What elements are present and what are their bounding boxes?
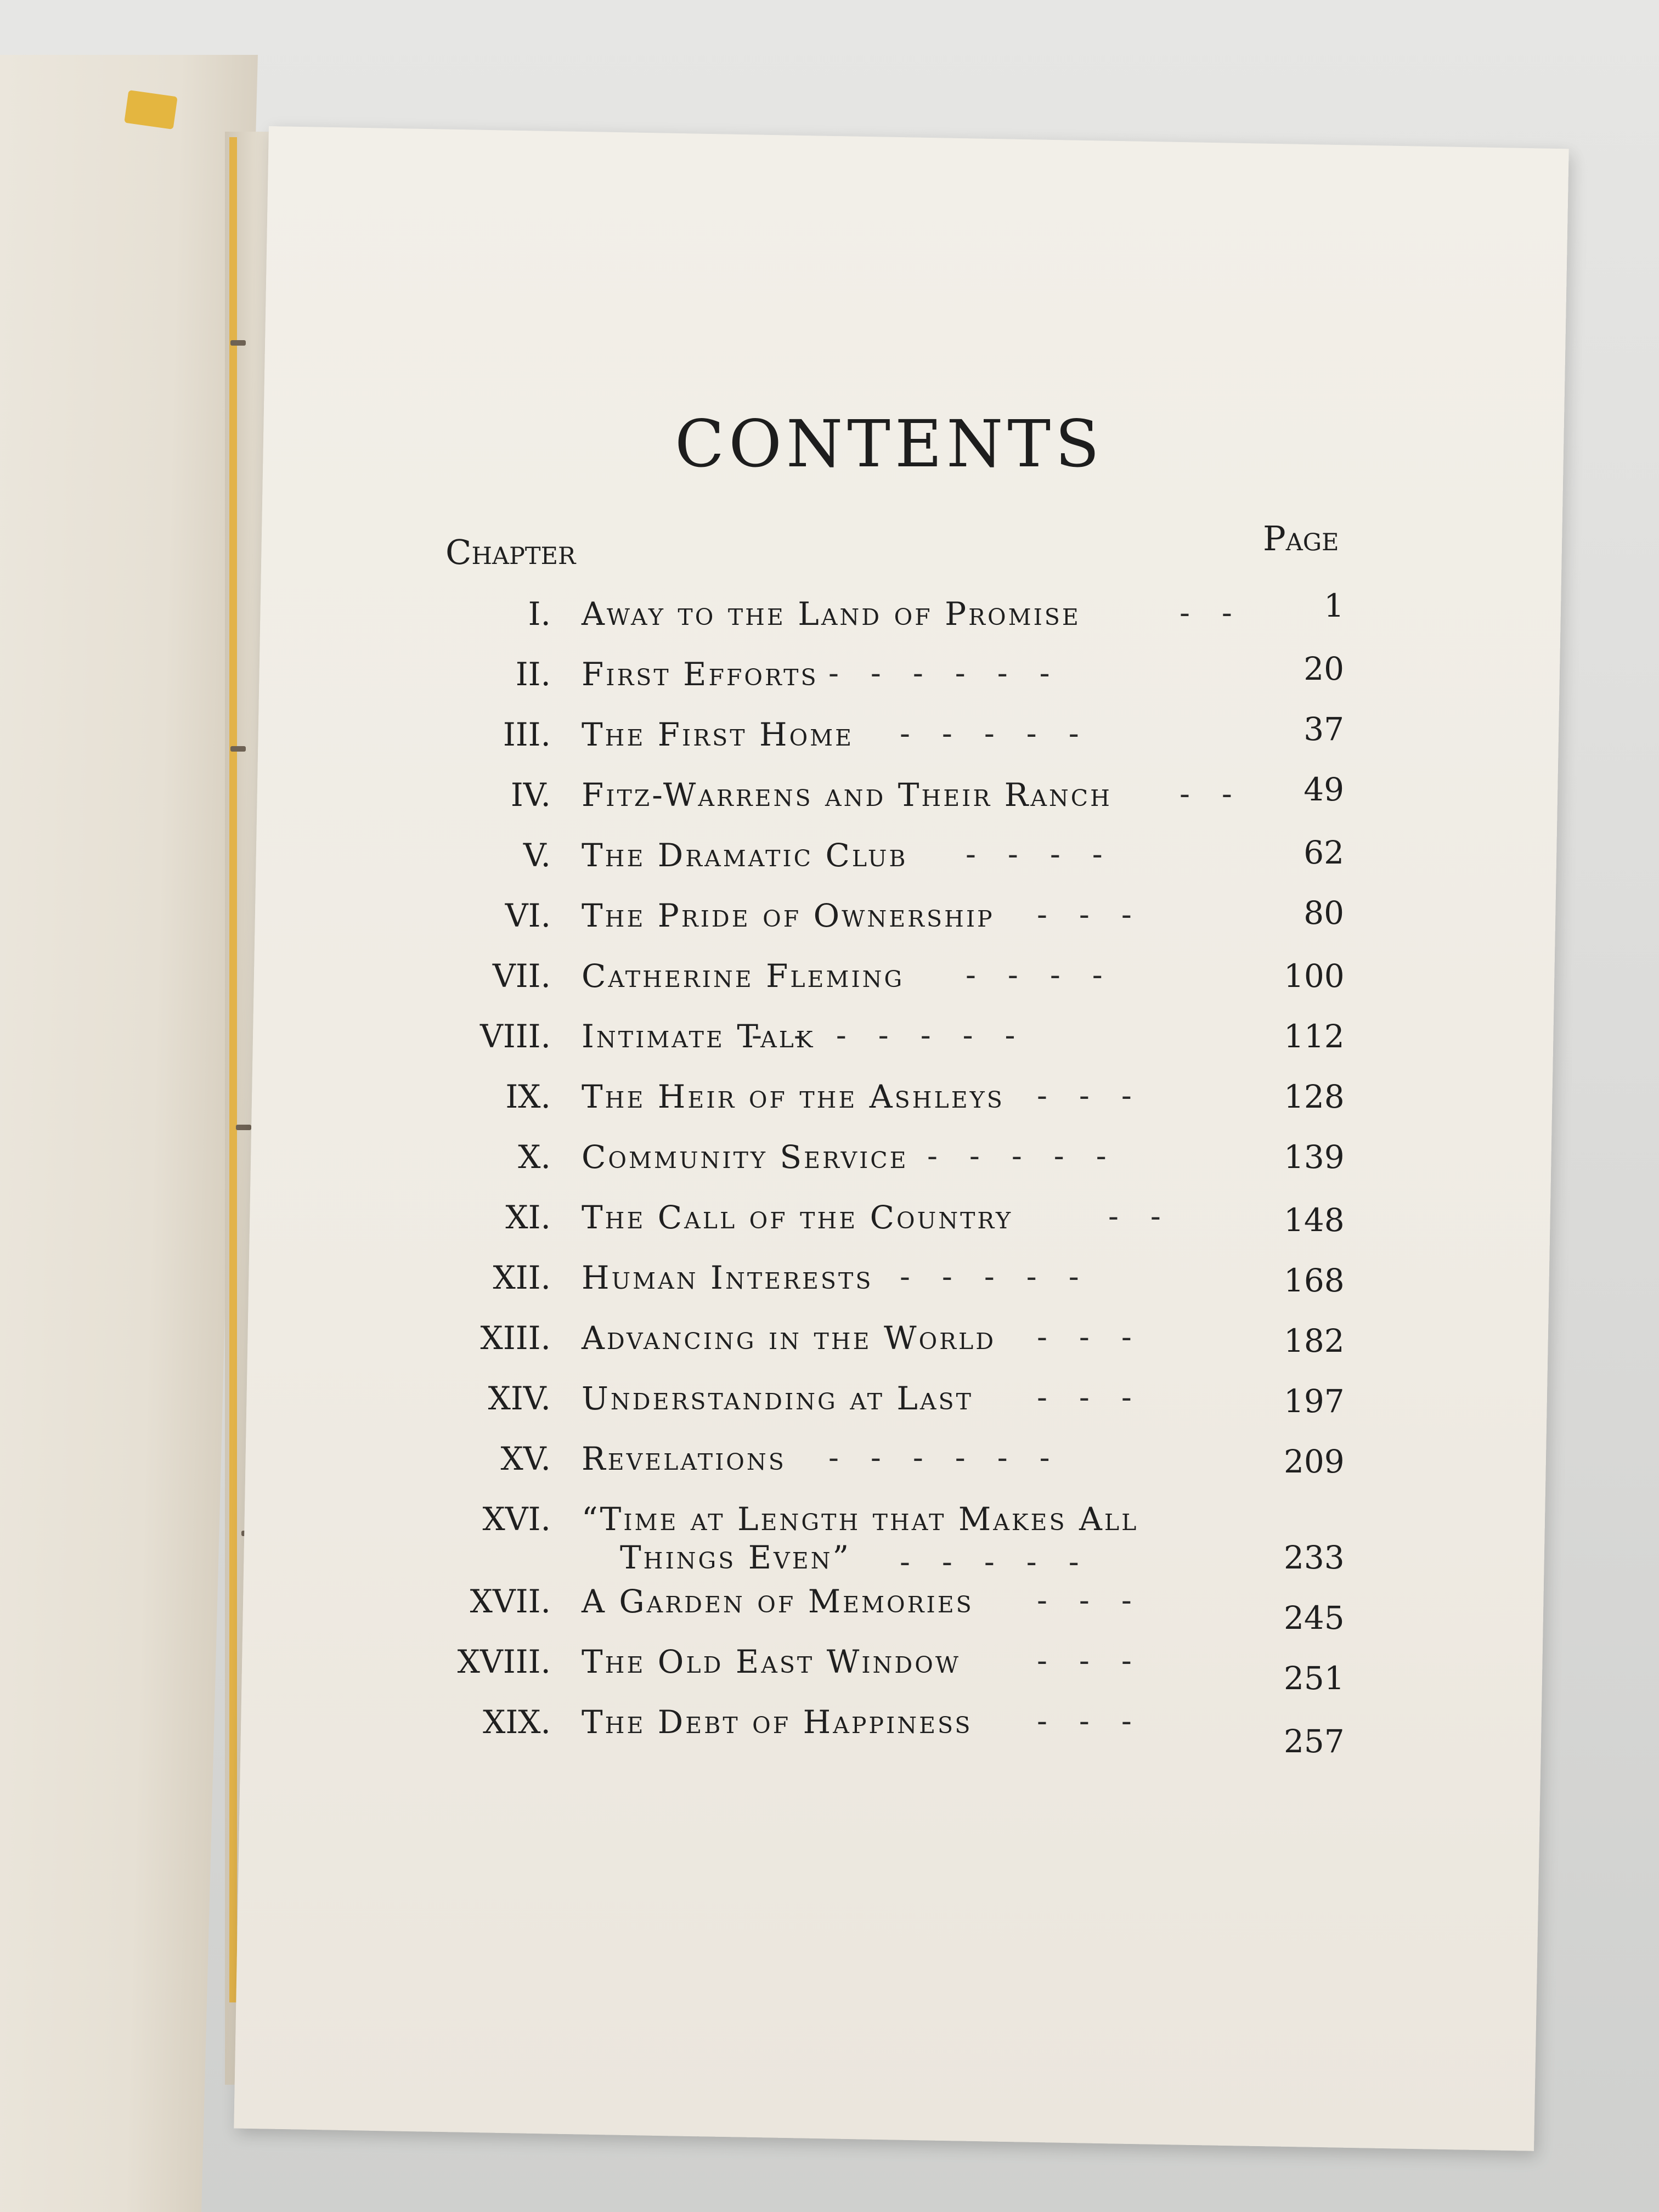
- chapter-number: VII.: [492, 957, 551, 995]
- chapter-number: XV.: [500, 1440, 551, 1477]
- page-number: 148: [1284, 1201, 1345, 1239]
- page-number: 257: [1284, 1723, 1345, 1760]
- chapter-number: V.: [523, 837, 551, 874]
- page-number: 251: [1284, 1660, 1345, 1697]
- chapter-title: Away to the Land of Promise: [582, 595, 1081, 633]
- dot-leader: ----: [966, 837, 1135, 872]
- chapter-title: The Dramatic Club: [582, 837, 908, 874]
- chapter-title: “Time at Length that Makes All: [582, 1500, 1139, 1538]
- page-number: 80: [1304, 894, 1344, 932]
- page-number: 128: [1284, 1078, 1345, 1115]
- binding-stitch: [230, 340, 246, 346]
- cover-corner: [124, 90, 177, 129]
- page-title: CONTENTS: [675, 406, 1104, 482]
- chapter-title: Advancing in the World: [582, 1319, 996, 1357]
- chapter-number: XVI.: [482, 1500, 551, 1538]
- dot-leader: ---: [1037, 897, 1164, 933]
- page-number: 37: [1304, 710, 1344, 748]
- dot-leader: ------: [828, 1440, 1082, 1476]
- chapter-title: Intimate Talk: [582, 1018, 815, 1055]
- page-number: 49: [1304, 771, 1344, 808]
- page-column-label: Page: [1263, 518, 1339, 558]
- chapter-title: Catherine Fleming: [582, 957, 905, 995]
- dot-leader: --: [1180, 595, 1264, 631]
- chapter-number: VIII.: [479, 1018, 551, 1055]
- dot-leader: ---: [1037, 1319, 1164, 1355]
- chapter-number: XVII.: [470, 1583, 551, 1620]
- chapter-number: XVIII.: [457, 1643, 551, 1680]
- chapter-number: XIX.: [483, 1703, 551, 1741]
- dot-leader: -----: [900, 1259, 1111, 1295]
- chapter-title-line2: Things Even”: [620, 1539, 851, 1576]
- page-number: 197: [1284, 1383, 1345, 1420]
- dot-leader: ---: [1037, 1703, 1164, 1739]
- binding-stitch: [236, 1125, 251, 1130]
- dot-leader: --: [1180, 776, 1264, 812]
- dot-leader: -----: [900, 1544, 1111, 1580]
- chapter-number: XIII.: [480, 1319, 551, 1357]
- dot-leader: -----: [900, 716, 1111, 752]
- page-number: 209: [1284, 1443, 1345, 1480]
- dot-leader: ---: [1037, 1380, 1164, 1415]
- chapter-number: XII.: [493, 1259, 551, 1296]
- chapter-number: II.: [515, 656, 551, 693]
- dot-leader: -----: [927, 1138, 1138, 1174]
- page-number: 100: [1284, 957, 1345, 995]
- chapter-title: Community Service: [582, 1138, 909, 1176]
- page-number: 112: [1284, 1018, 1345, 1055]
- chapter-title: Revelations: [582, 1440, 786, 1477]
- dot-leader: ------: [828, 656, 1082, 691]
- page-number: 62: [1304, 834, 1344, 871]
- spine-edge: [229, 137, 237, 2002]
- page-number: 20: [1304, 650, 1344, 687]
- chapter-title: The First Home: [582, 716, 854, 753]
- page-number: 182: [1284, 1322, 1345, 1359]
- chapter-number: XI.: [505, 1199, 551, 1236]
- binding-stitch: [230, 746, 246, 752]
- chapter-number: IV.: [510, 776, 551, 814]
- dot-leader: ---: [1037, 1643, 1164, 1679]
- chapter-title: The Call of the Country: [582, 1199, 1013, 1236]
- dot-leader: ----: [966, 957, 1135, 993]
- chapter-title: The Debt of Happiness: [582, 1703, 973, 1741]
- chapter-title: The Heir of the Ashleys: [582, 1078, 1005, 1115]
- dot-leader: ---: [1037, 1078, 1164, 1114]
- chapter-title: Fitz-Warrens and Their Ranch: [582, 776, 1112, 814]
- chapter-number: I.: [528, 595, 551, 633]
- page-number: 168: [1284, 1262, 1345, 1299]
- chapter-column-label: Chapter: [445, 532, 576, 572]
- chapter-number: X.: [518, 1138, 551, 1176]
- dot-leader: -------: [752, 1018, 1047, 1053]
- chapter-number: VI.: [505, 897, 551, 934]
- chapter-title: Human Interests: [582, 1259, 873, 1296]
- chapter-title: First Efforts: [582, 656, 819, 693]
- chapter-title: Understanding at Last: [582, 1380, 973, 1417]
- dot-leader: ---: [1037, 1583, 1164, 1618]
- page-number: 1: [1324, 587, 1344, 624]
- page-number: 233: [1284, 1539, 1345, 1576]
- chapter-title: A Garden of Memories: [582, 1583, 974, 1620]
- chapter-number: III.: [503, 716, 551, 753]
- dot-leader: --: [1108, 1199, 1193, 1234]
- chapter-number: IX.: [505, 1078, 551, 1115]
- chapter-title: The Pride of Ownership: [582, 897, 995, 934]
- chapter-title: The Old East Window: [582, 1643, 961, 1680]
- page-number: 245: [1284, 1599, 1345, 1637]
- page-number: 139: [1284, 1138, 1345, 1176]
- chapter-number: XIV.: [488, 1380, 551, 1417]
